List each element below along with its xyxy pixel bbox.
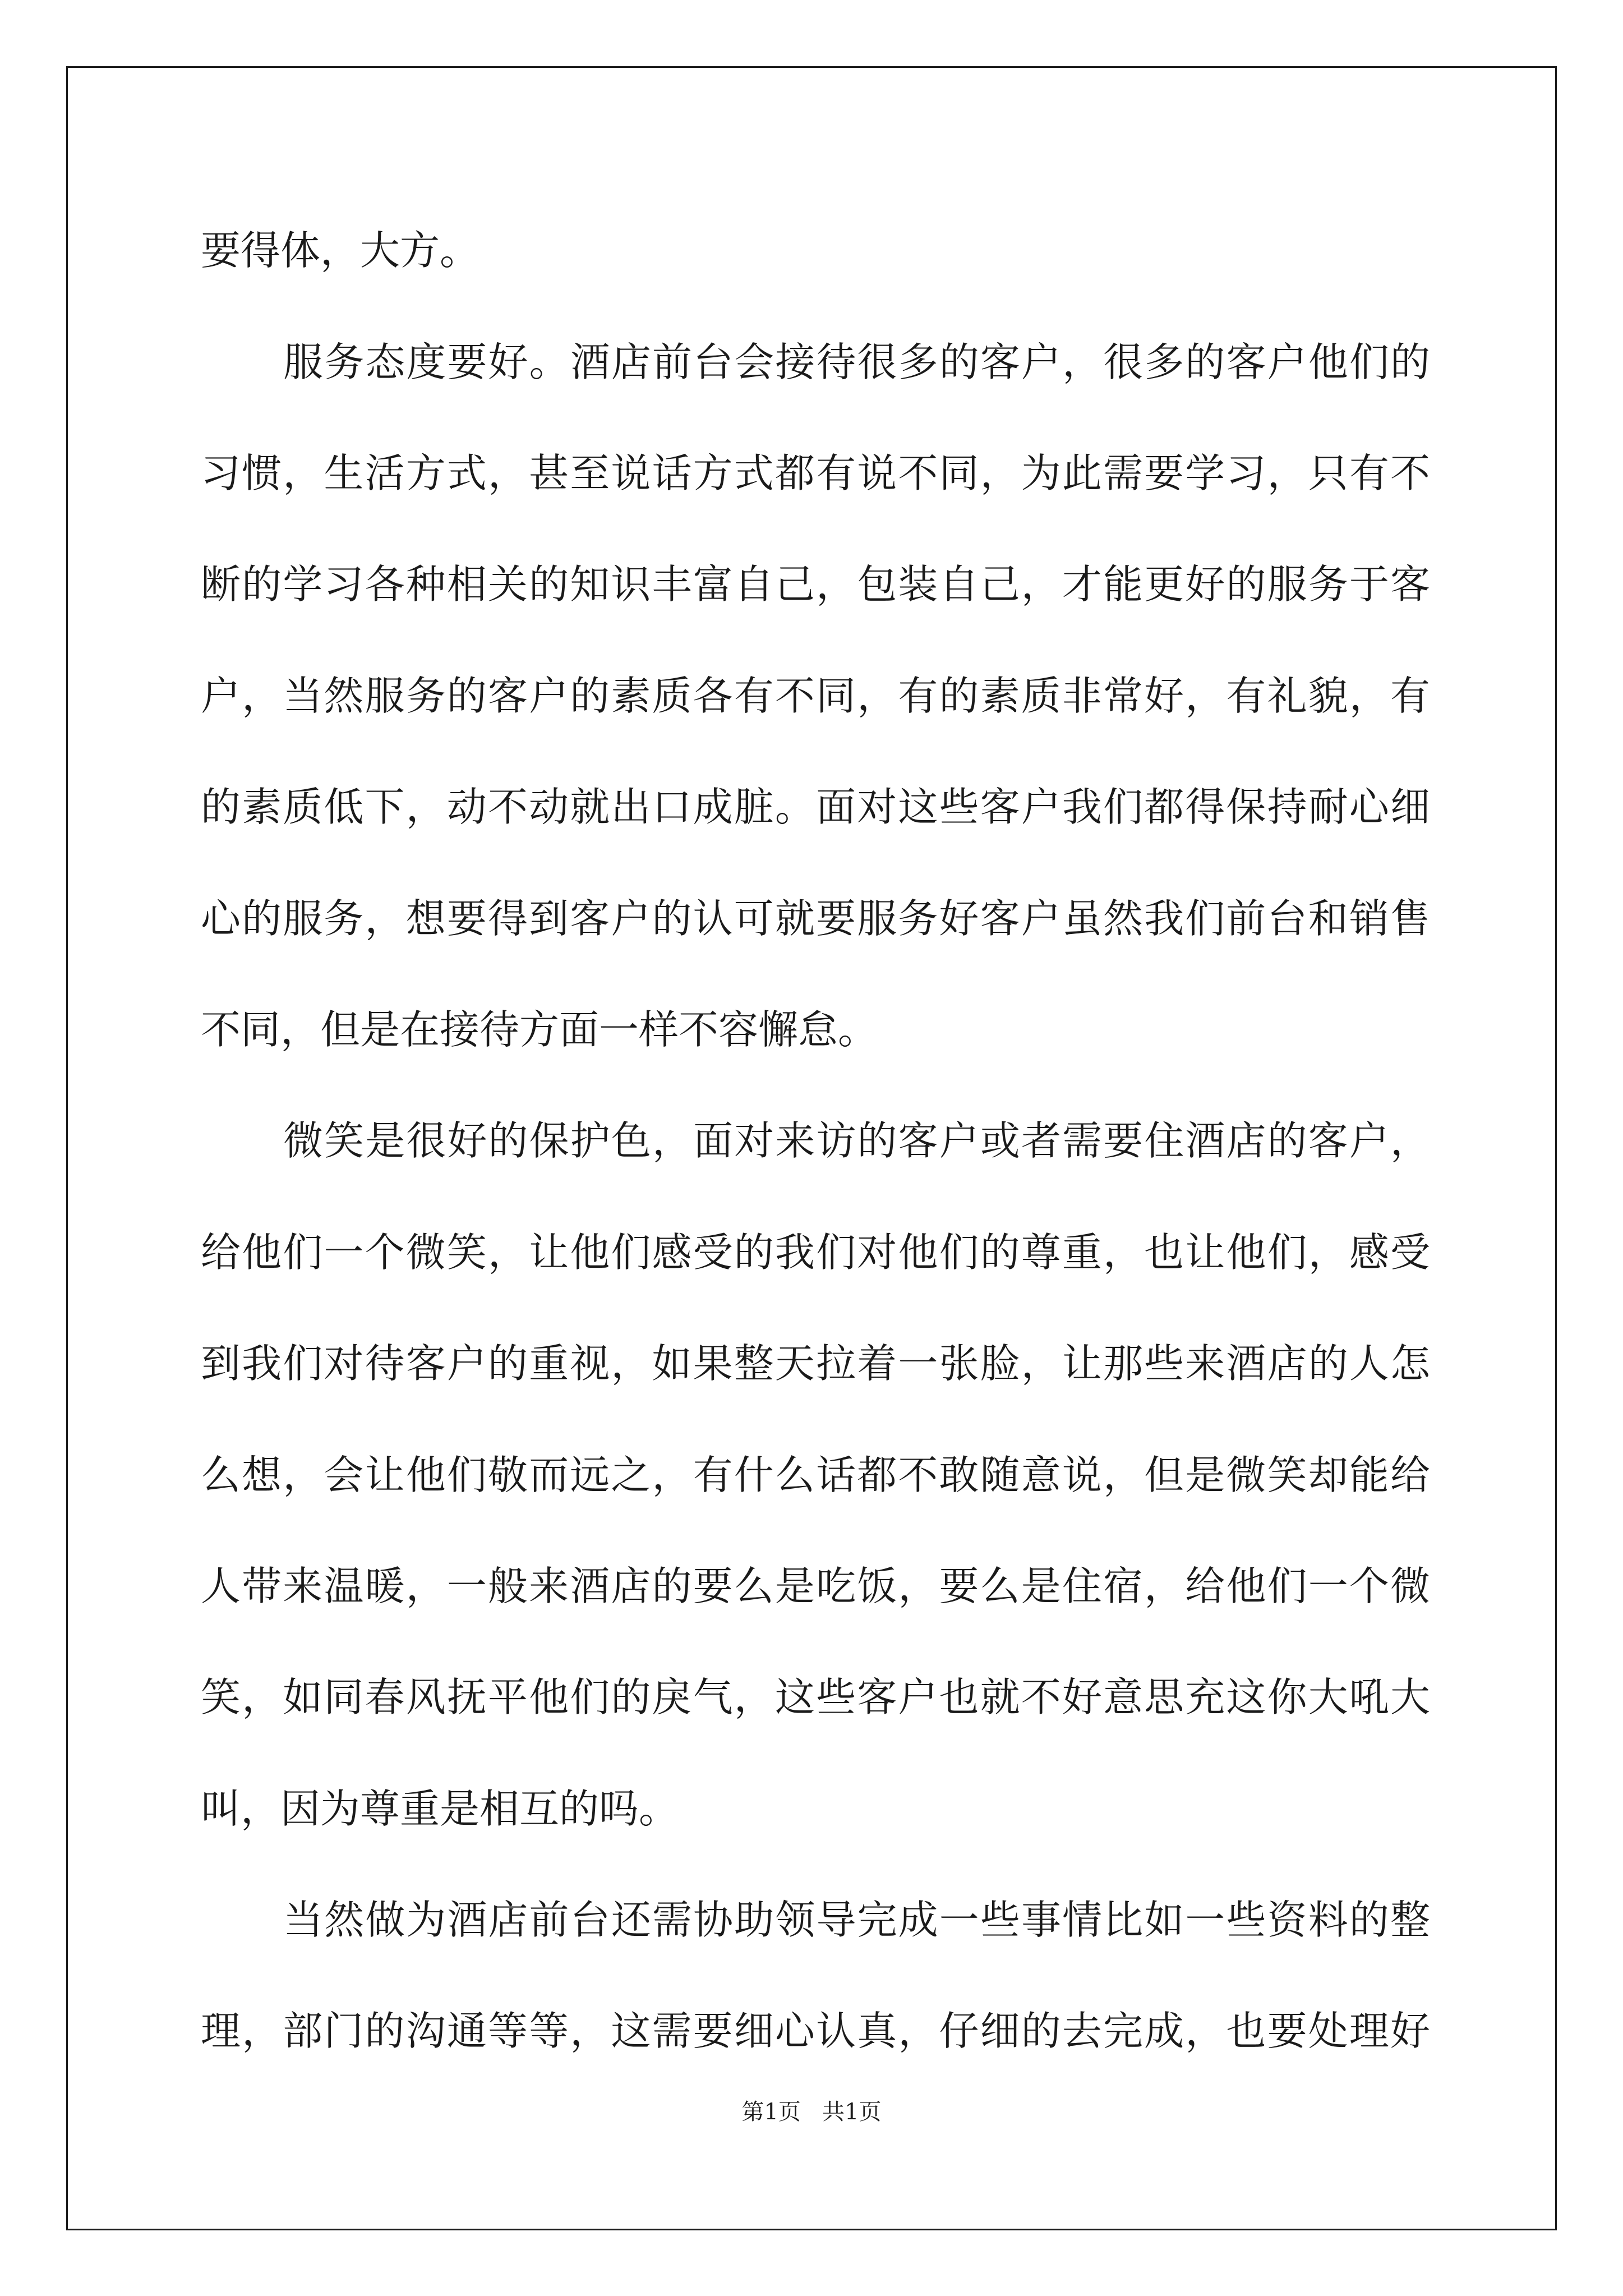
page-number-footer: 第1页 共1页: [741, 2099, 882, 2125]
paragraph-line: 户，当然服务的客户的素质各有不同，有的素质非常好，有礼貌，有: [201, 673, 1430, 719]
paragraph-line: 么想，会让他们敬而远之，有什么话都不敢随意说，但是微笑却能给: [201, 1452, 1430, 1498]
paragraph-line: 微笑是很好的保护色，面对来访的客户或者需要住酒店的客户，: [283, 1117, 1430, 1164]
paragraph-line: 当然做为酒店前台还需协助领导完成一些事情比如一些资料的整: [283, 1897, 1430, 1943]
paragraph-line: 给他们一个微笑，让他们感受的我们对他们的尊重，也让他们，感受: [201, 1229, 1430, 1276]
paragraph-line: 叫，因为尊重是相互的吗。: [201, 1786, 679, 1832]
paragraph-line: 习惯，生活方式，甚至说话方式都有说不同，为此需要学习，只有不: [201, 450, 1430, 496]
paragraph-line: 服务态度要好。酒店前台会接待很多的客户，很多的客户他们的: [283, 339, 1430, 385]
paragraph-line: 的素质低下，动不动就出口成脏。面对这些客户我们都得保持耐心细: [201, 784, 1430, 830]
paragraph-line: 理，部门的沟通等等，这需要细心认真，仔细的去完成，也要处理好: [201, 2008, 1430, 2054]
paragraph-line: 断的学习各种相关的知识丰富自己，包装自己，才能更好的服务于客: [201, 561, 1430, 608]
paragraph-line: 人带来温暖，一般来酒店的要么是吃饭，要么是住宿，给他们一个微: [201, 1563, 1430, 1609]
paragraph-line: 要得体，大方。: [201, 227, 480, 274]
paragraph-line: 不同，但是在接待方面一样不容懈怠。: [201, 1006, 878, 1053]
paragraph-line: 心的服务，想要得到客户的认可就要服务好客户虽然我们前台和销售: [201, 895, 1430, 942]
paragraph-line: 到我们对待客户的重视，如果整天拉着一张脸，让那些来酒店的人怎: [201, 1340, 1430, 1387]
paragraph-line: 笑，如同春风抚平他们的戾气，这些客户也就不好意思充这你大吼大: [201, 1674, 1430, 1720]
